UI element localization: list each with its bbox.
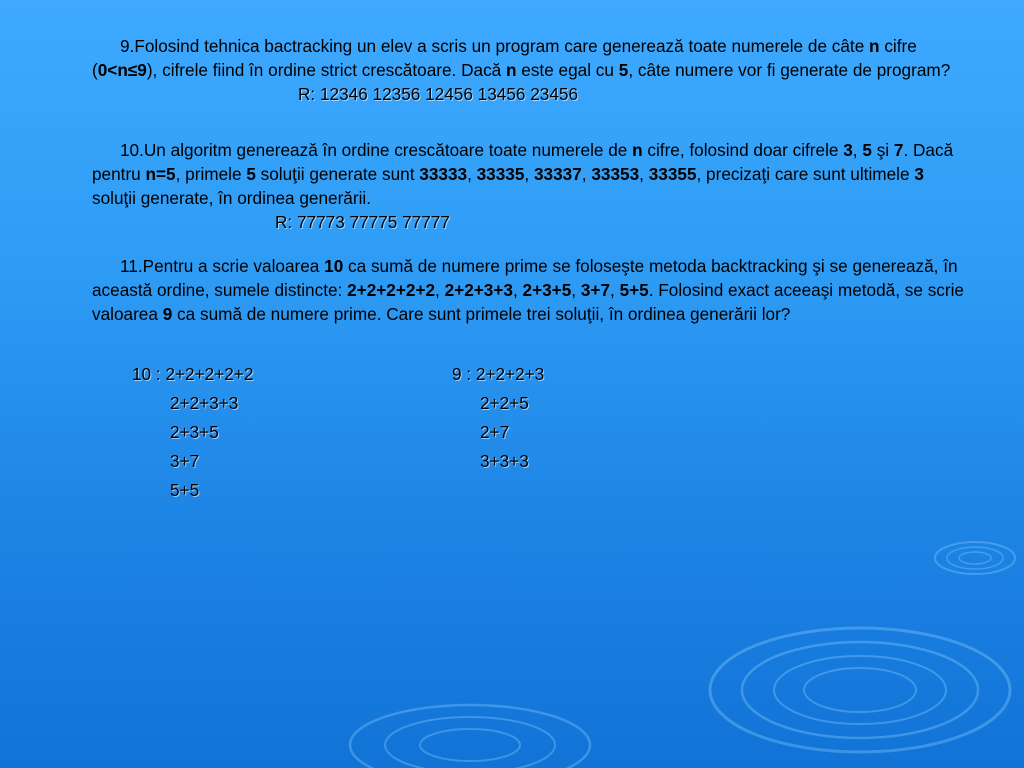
answer-10 [92, 210, 972, 234]
solution-line [132, 360, 253, 389]
q10-bold: 3 [843, 140, 853, 160]
q10-text: , precizaţi care sunt ultimele [696, 164, 915, 184]
answer-10-text: R: 77773 77775 77777 [275, 212, 450, 232]
q11-bold: 2+2+2+2+2 [347, 280, 436, 300]
q10-text: , [467, 164, 477, 184]
solution-line [452, 447, 544, 476]
q10-bold: 33353 [591, 164, 640, 184]
q11-text: ca sumă de numere prime se foloseşte metoda backtracking şi se generează, în această ordine, sumele distincte: [92, 256, 958, 300]
q10-bold: 33335 [476, 164, 525, 184]
q10-text: soluţii generate sunt [255, 164, 420, 184]
q11-text: , [512, 280, 523, 300]
answer-9 [92, 82, 972, 106]
q10-bold: n [632, 140, 643, 160]
q11-bold: 5+5 [619, 280, 649, 300]
q10-bold: 5 [862, 140, 872, 160]
q10-text: , [852, 140, 863, 160]
solution-line [132, 418, 253, 447]
q9-bold: 0<n≤9 [97, 60, 147, 80]
q10-bold: 7 [893, 140, 904, 160]
solution-line [452, 418, 544, 447]
q11-bold: 9 [162, 304, 173, 324]
q10-text: , primele [175, 164, 247, 184]
q10-bold: 33333 [419, 164, 468, 184]
solution-line [132, 447, 253, 476]
solution-text: 10 : 2+2+2+2+2 [132, 364, 254, 384]
solutions-for-9 [452, 360, 544, 476]
q10-bold: n=5 [145, 164, 176, 184]
q10-bold: 3 [914, 164, 924, 184]
q10-text: 10.Un algoritm generează în ordine crescătoare toate numerele de [120, 140, 633, 160]
q10-text: cifre, folosind doar cifrele [642, 140, 844, 160]
slide-content [92, 34, 972, 510]
q9-text: 9.Folosind tehnica bactracking un elev a scris un program care generează toate numerele de câte [120, 36, 870, 56]
solution-text: 2+2+5 [480, 393, 529, 413]
q10-text: , [581, 164, 592, 184]
q10-bold: 33355 [648, 164, 697, 184]
q10-text: , [524, 164, 534, 184]
q11-bold: 10 [324, 256, 344, 276]
question-9 [92, 34, 972, 82]
solution-text: 3+7 [170, 451, 200, 471]
q11-text: , [610, 280, 620, 300]
solutions-for-10 [132, 360, 253, 505]
solution-line [452, 389, 544, 418]
q11-text: ca sumă de numere prime. Care sunt primele trei soluţii, în ordinea generării lor? [172, 304, 791, 324]
q10-bold: 5 [246, 164, 256, 184]
q10-text: , [639, 164, 649, 184]
answer-9-text: R: 12346 12356 12456 13456 23456 [298, 84, 579, 104]
q11-text: , [435, 280, 445, 300]
q9-text: , câte numere vor fi generate de program? [628, 60, 951, 80]
q9-text: este egal cu [516, 60, 619, 80]
solution-text: 2+3+5 [170, 422, 219, 442]
q10-text: . Dacă pentru [92, 140, 954, 184]
solution-text: 5+5 [170, 480, 200, 500]
q11-text: , [571, 280, 581, 300]
q10-text: şi [871, 140, 894, 160]
q10-text: soluţii generate, în ordinea generării. [92, 188, 371, 208]
q9-bold: n [506, 60, 517, 80]
q9-text: ), cifrele fiind în ordine strict crescătoare. Dacă [146, 60, 506, 80]
solution-text: 9 : 2+2+2+3 [452, 364, 545, 384]
solution-line [132, 389, 253, 418]
q9-bold: 5 [618, 60, 629, 80]
q11-bold: 2+3+5 [522, 280, 572, 300]
question-10 [92, 138, 972, 210]
solutions-block [92, 360, 972, 510]
q9-bold: n [869, 36, 880, 56]
q11-bold: 2+2+3+3 [444, 280, 513, 300]
solution-line [452, 360, 544, 389]
q10-bold: 33337 [533, 164, 582, 184]
solution-text: 3+3+3 [480, 451, 529, 471]
solution-text: 2+7 [480, 422, 510, 442]
q11-text: 11.Pentru a scrie valoarea [120, 256, 325, 276]
q9-text: cifre ( [92, 36, 917, 80]
solution-text: 2+2+3+3 [170, 393, 239, 413]
solution-line [132, 476, 253, 505]
q11-text: . Folosind exact aceeaşi metodă, se scrie valoarea [92, 280, 964, 324]
q11-bold: 3+7 [580, 280, 611, 300]
question-11 [92, 254, 972, 326]
